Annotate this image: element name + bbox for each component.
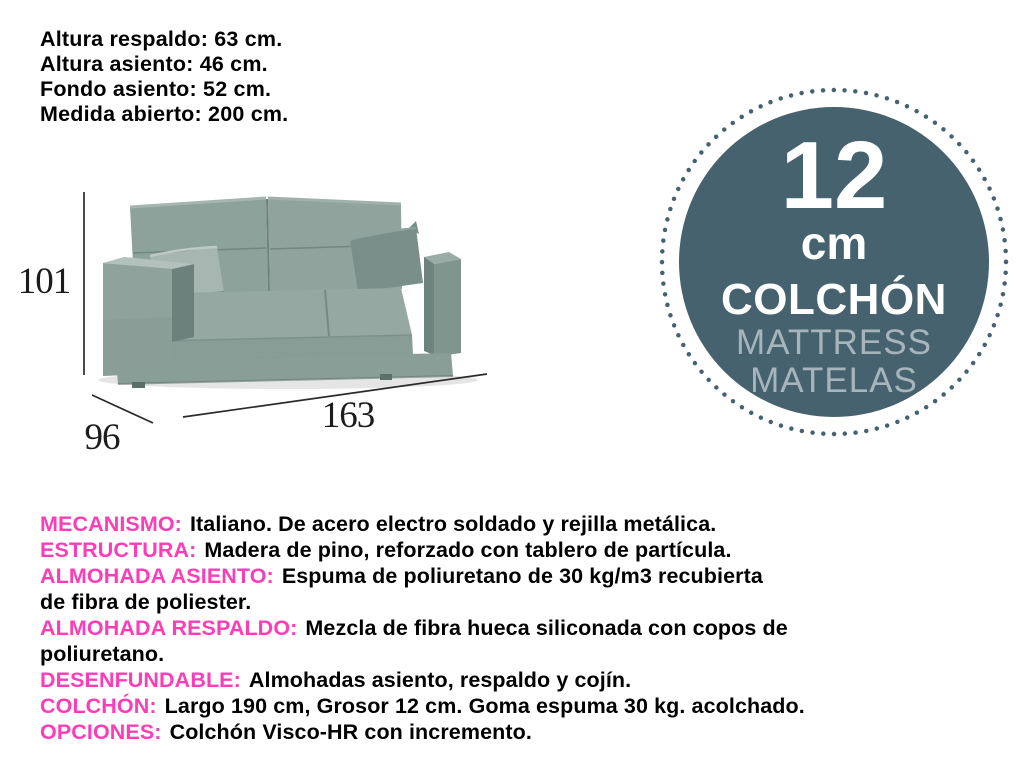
badge-value: 12	[780, 122, 888, 229]
sofa-illustration	[98, 198, 478, 389]
spec-text: de fibra de poliester.	[40, 590, 252, 614]
spec-label: ESTRUCTURA:	[40, 538, 197, 562]
spec-text: Italiano. De acero electro soldado y rejilla metálica.	[189, 512, 717, 536]
spec-line	[40, 615, 805, 641]
depth-dimension-label: 96	[84, 417, 120, 458]
spec-text: Almohadas asiento, respaldo y cojín.	[248, 668, 632, 692]
sofa-right-arm-front	[434, 259, 461, 357]
spec-label: ALMOHADA ASIENTO:	[40, 564, 274, 588]
badge-subtitle-fr: MATELAS	[750, 361, 918, 401]
spec-line	[40, 667, 805, 693]
spec-text: Largo 190 cm, Grosor 12 cm. Goma espuma 30 kg. acolchado.	[164, 694, 805, 718]
spec-label: MECANISMO:	[40, 512, 182, 536]
spec-line	[40, 719, 805, 745]
badge-title: COLCHÓN	[721, 275, 947, 325]
spec-text: Madera de pino, reforzado con tablero de partícula.	[204, 538, 732, 562]
measurement-line: Altura respaldo: 63 cm.	[40, 27, 283, 51]
sofa-right-arm-inner	[424, 257, 434, 355]
measurement-line: Altura asiento: 46 cm.	[40, 52, 268, 76]
width-dimension-label: 163	[321, 395, 375, 436]
spec-line-continuation	[40, 641, 805, 667]
sofa-foot	[132, 382, 145, 388]
spec-line	[40, 511, 805, 537]
spec-text: Espuma de poliuretano de 30 kg/m3 recubierta	[281, 564, 763, 588]
sofa-dimension-svg	[20, 165, 540, 475]
sofa-foot	[380, 374, 392, 380]
measurements-block	[40, 27, 288, 127]
spec-text: Colchón Visco-HR con incremento.	[169, 720, 532, 744]
sofa-left-arm-shade	[103, 317, 172, 376]
spec-line	[40, 693, 805, 719]
sofa-seat-top	[162, 288, 412, 341]
badge-text	[654, 82, 1014, 442]
sofa-diagram	[20, 165, 540, 475]
spec-label: DESENFUNDABLE:	[40, 668, 241, 692]
spec-label: COLCHÓN:	[40, 694, 157, 718]
spec-line	[40, 537, 805, 563]
sofa-left-arm-inner	[172, 264, 194, 342]
measurement-line: Medida abierto: 200 cm.	[40, 102, 289, 126]
spec-text: poliuretano.	[40, 642, 165, 666]
mattress-badge	[654, 82, 1014, 442]
badge-unit: cm	[800, 217, 868, 270]
spec-label: OPCIONES:	[40, 720, 162, 744]
specs-block	[40, 511, 805, 745]
spec-text: Mezcla de fibra hueca siliconada con copos de	[305, 616, 788, 640]
spec-label: ALMOHADA RESPALDO:	[40, 616, 298, 640]
spec-line	[40, 563, 805, 589]
measurement-line: Fondo asiento: 52 cm.	[40, 77, 272, 101]
spec-line-continuation	[40, 589, 805, 615]
badge-subtitle-en: MATTRESS	[736, 323, 932, 363]
height-dimension-label: 101	[20, 261, 71, 302]
